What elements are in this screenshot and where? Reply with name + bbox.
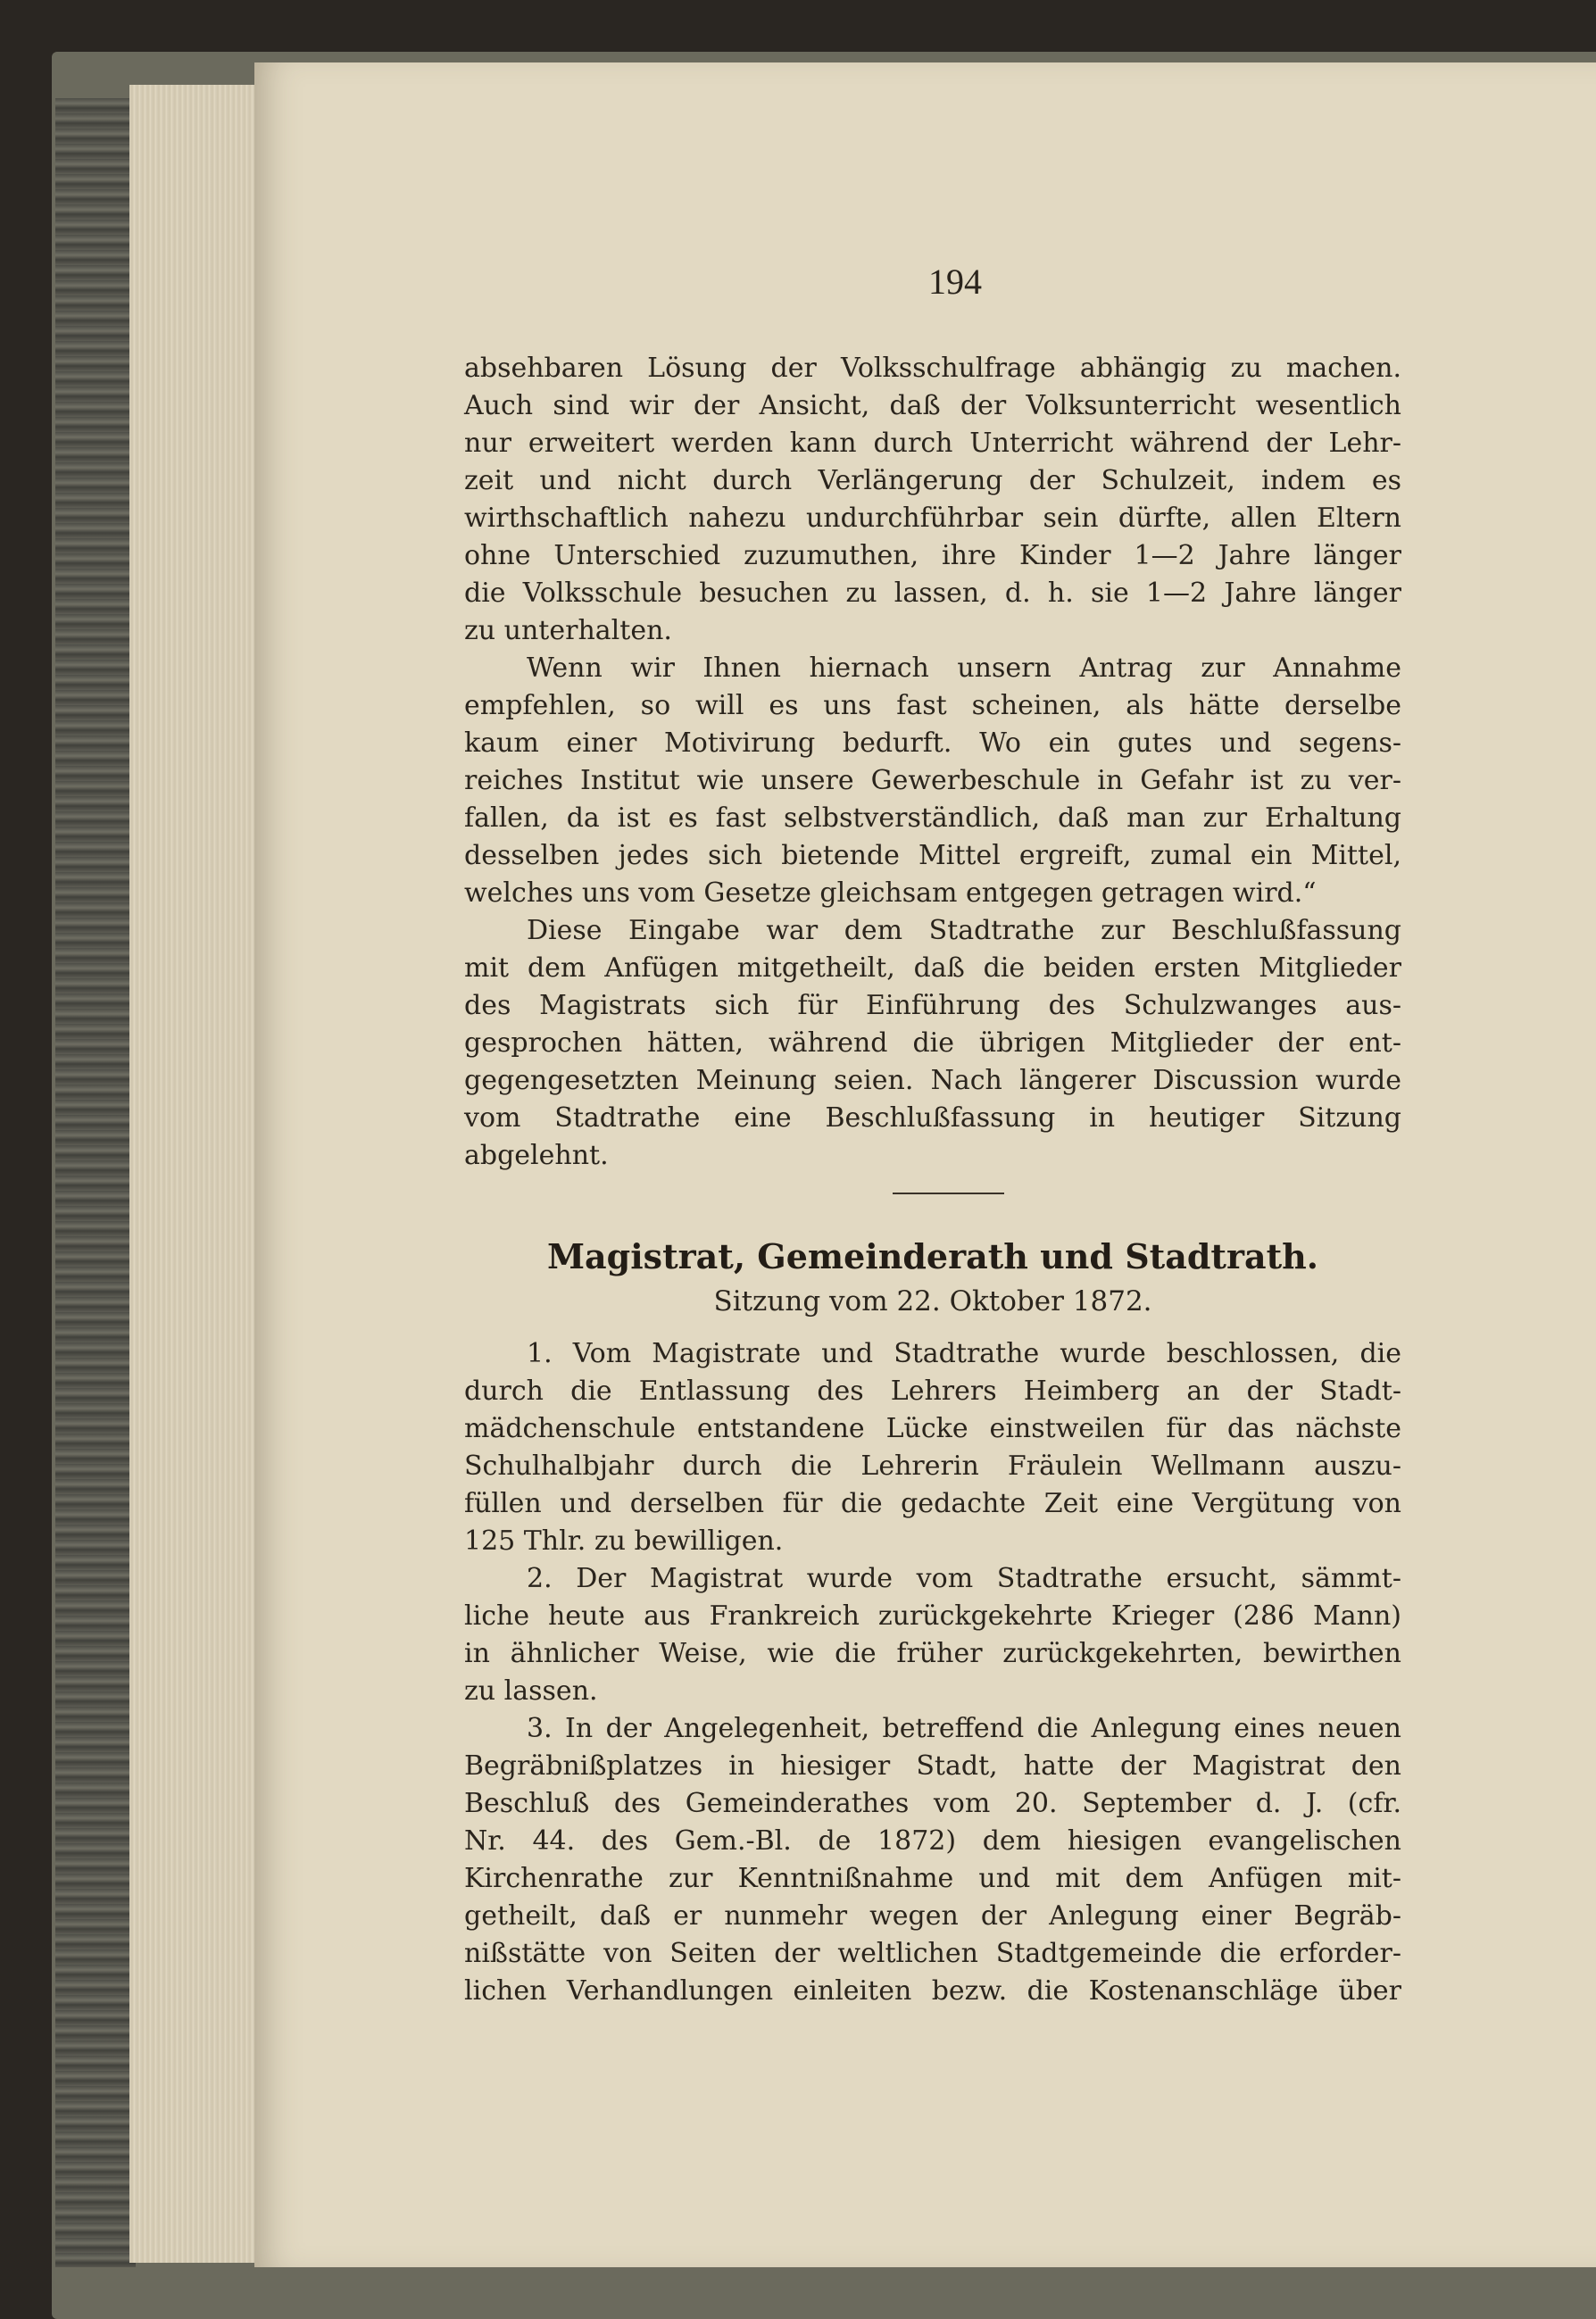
text-line: des Magistrats sich für Einführung des Schulzwanges aus- <box>464 990 1401 1021</box>
text-line: gegengesetzten Meinung seien. Nach längerer Discussion wurde <box>464 1065 1401 1096</box>
text-line: füllen und derselben für die gedachte Zeit eine Vergütung von <box>464 1488 1401 1519</box>
page-edges <box>129 85 263 2263</box>
text-line: Wenn wir Ihnen hiernach unsern Antrag zur Annahme <box>527 652 1401 684</box>
text-line: nur erweitert werden kann durch Unterricht während der Lehr- <box>464 428 1401 459</box>
section-subheading: Sitzung vom 22. Oktober 1872. <box>713 1285 1152 1317</box>
text-line: desselben jedes sich bietende Mittel ergreift, zumal ein Mittel, <box>464 840 1401 871</box>
text-line: kaum einer Motivirung bedurft. Wo ein gutes und segens- <box>464 727 1401 759</box>
text-line: in ähnlicher Weise, wie die früher zurückgekehrten, bewirthen <box>464 1638 1401 1669</box>
text-line: nißstätte von Seiten der weltlichen Stadtgemeinde die erforder- <box>464 1938 1401 1969</box>
text-line: 1. Vom Magistrate und Stadtrathe wurde beschlossen, die <box>527 1338 1401 1369</box>
text-line: mit dem Anfügen mitgetheilt, daß die beiden ersten Mitglieder <box>464 952 1401 984</box>
text-line: liche heute aus Frankreich zurückgekehrte Krieger (286 Mann) <box>464 1600 1401 1632</box>
text-line: 2. Der Magistrat wurde vom Stadtrathe ersucht, sämmt- <box>527 1563 1401 1594</box>
text-line: die Volksschule besuchen zu lassen, d. h. sie 1—2 Jahre länger <box>464 578 1401 609</box>
text-line: fallen, da ist es fast selbstverständlich, daß man zur Erhaltung <box>464 802 1401 834</box>
text-line: welches uns vom Gesetze gleichsam entgegen getragen wird.“ <box>464 877 1317 909</box>
text-line: mädchenschule entstandene Lücke einstweilen für das nächste <box>464 1413 1401 1444</box>
page-number: 194 <box>928 262 982 302</box>
text-line: Beschluß des Gemeinderathes vom 20. September d. J. (cfr. <box>464 1788 1401 1819</box>
text-line: wirthschaftlich nahezu undurchführbar sein dürfte, allen Eltern <box>464 503 1401 534</box>
text-line: getheilt, daß er nunmehr wegen der Anlegung einer Begräb- <box>464 1900 1401 1932</box>
text-line: zeit und nicht durch Verlängerung der Schulzeit, indem es <box>464 465 1401 496</box>
text-line: Schulhalbjahr durch die Lehrerin Fräulein Wellmann auszu- <box>464 1450 1401 1482</box>
text-line: 125 Thlr. zu bewilligen. <box>464 1525 784 1557</box>
text-line: zu unterhalten. <box>464 615 672 646</box>
text-line: durch die Entlassung des Lehrers Heimberg an der Stadt- <box>464 1376 1401 1407</box>
text-line: Nr. 44. des Gem.-Bl. de 1872) dem hiesigen evangelischen <box>464 1825 1401 1857</box>
text-line: empfehlen, so will es uns fast scheinen, als hätte derselbe <box>464 690 1401 721</box>
text-line: vom Stadtrathe eine Beschlußfassung in heutiger Sitzung <box>464 1102 1401 1134</box>
text-line: 3. In der Angelegenheit, betreffend die Anlegung eines neuen <box>527 1713 1401 1744</box>
section-heading: Magistrat, Gemeinderath und Stadtrath. <box>546 1236 1319 1276</box>
text-line: gesprochen hätten, während die übrigen Mitglieder der ent- <box>464 1027 1401 1059</box>
text-line: absehbaren Lösung der Volksschulfrage abhängig zu machen. <box>464 353 1401 384</box>
text-line: Begräbnißplatzes in hiesiger Stadt, hatte der Magistrat den <box>464 1750 1401 1782</box>
text-line: Diese Eingabe war dem Stadtrathe zur Beschlußfassung <box>527 915 1401 946</box>
book-spine <box>55 98 136 2267</box>
text-line: lichen Verhandlungen einleiten bezw. die Kostenanschläge über <box>464 1975 1401 2007</box>
text-line: abgelehnt. <box>464 1140 609 1171</box>
text-line: zu lassen. <box>464 1675 598 1707</box>
section-divider <box>893 1193 1004 1194</box>
text-line: Kirchenrathe zur Kenntnißnahme und mit dem Anfügen mit- <box>464 1863 1401 1894</box>
text-line: reiches Institut wie unsere Gewerbeschule in Gefahr ist zu ver- <box>464 765 1401 796</box>
text-line: ohne Unterschied zuzumuthen, ihre Kinder 1—2 Jahre länger <box>464 540 1401 571</box>
text-line: Auch sind wir der Ansicht, daß der Volksunterricht wesentlich <box>464 390 1401 421</box>
